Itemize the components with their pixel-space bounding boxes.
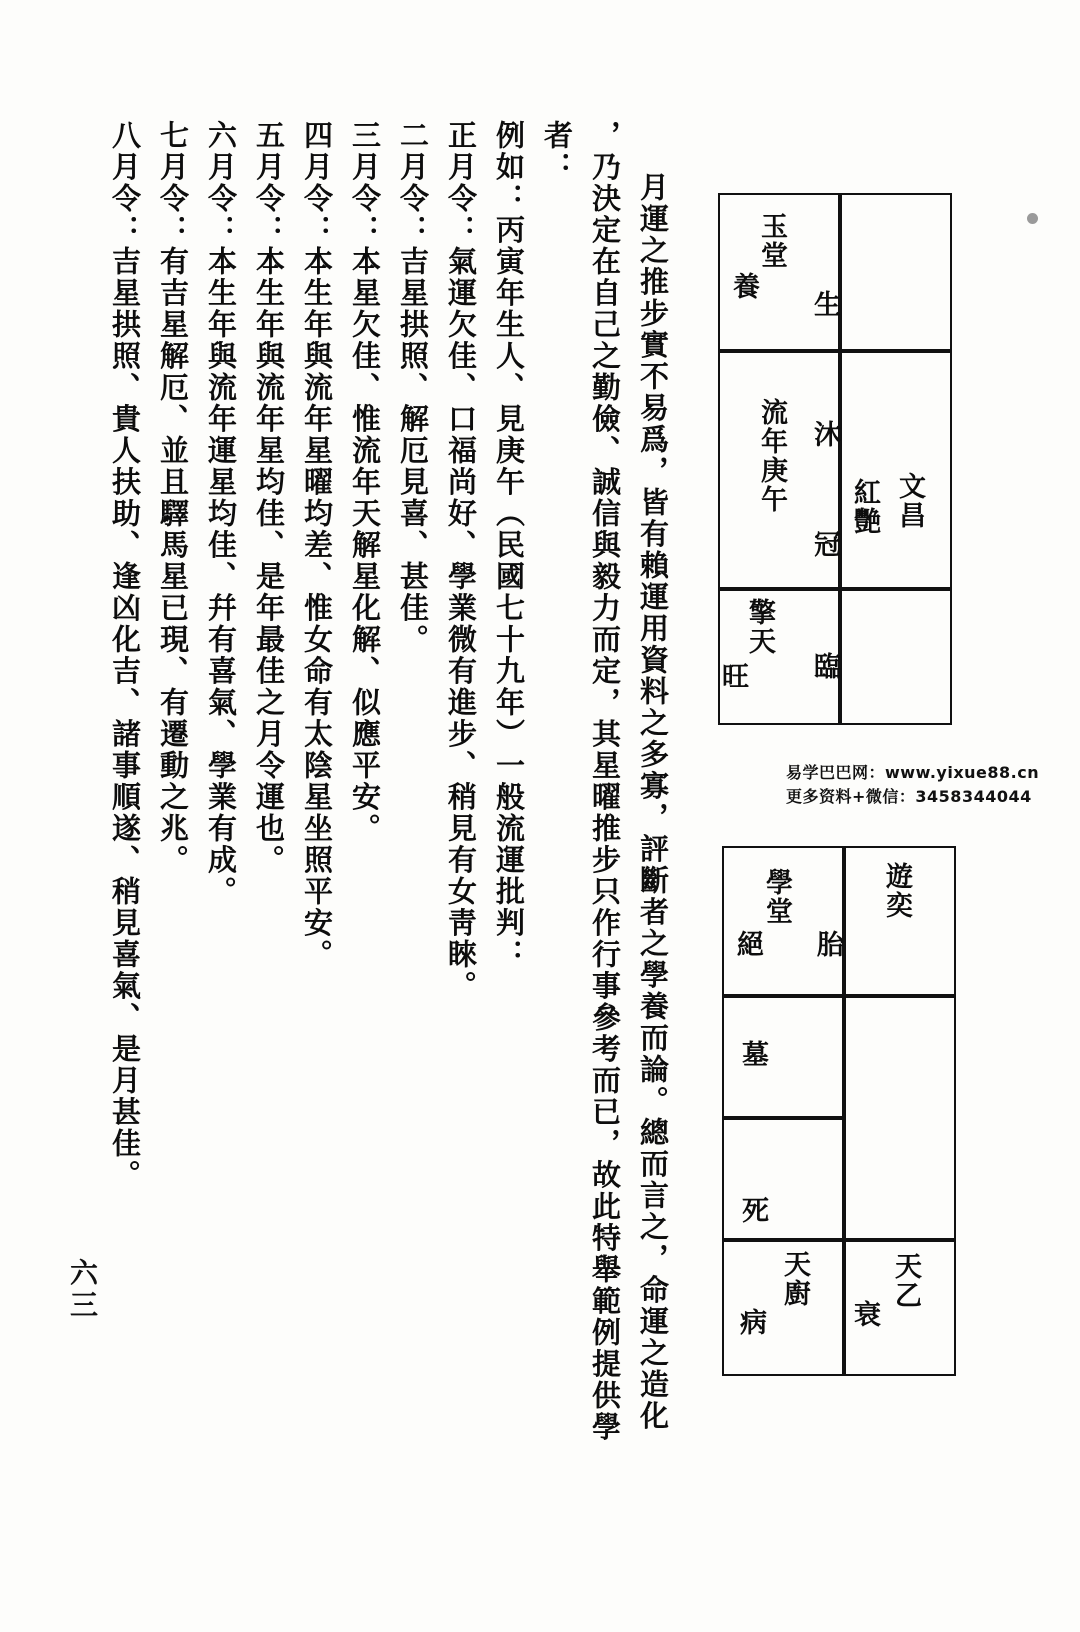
body-column-7: 三月令：本星欠佳、惟流年天解星化解、似應平安。 xyxy=(348,120,382,845)
watermark-line2: 更多资料+微信：3458344044 xyxy=(786,787,1032,806)
table-top-cell-sheng xyxy=(840,193,952,351)
body-column-2: ，乃決定在自己之勤儉、誠信與毅力而定，其星曜推步只作行事參考而已，故此特舉範例提供學 xyxy=(588,120,622,1443)
table-bottom-cell-right-mid xyxy=(844,996,956,1240)
table-top-label-wenchang: 文昌 xyxy=(894,472,925,530)
table-top-label-liunian-gengwu: 流年庚午 xyxy=(756,398,787,514)
body-column-8: 四月令：本生年與流年星曜均差、惟女命有太陰星坐照平安。 xyxy=(300,120,334,971)
table-bottom-label-youyi: 遊奕 xyxy=(881,862,912,920)
table-bottom-label-shuai: 衰 xyxy=(849,1300,880,1329)
table-top-cell-lin xyxy=(840,589,952,725)
body-column-3: 者： xyxy=(540,120,574,183)
table-top-label-yutang: 玉堂 xyxy=(756,212,787,270)
watermark-line1: 易学巴巴网：www.yixue88.cn xyxy=(786,763,1040,782)
body-column-5: 正月令：氣運欠佳、口福尚好、學業微有進步、稍見有女靑睞。 xyxy=(444,120,478,1002)
table-top-label-lin: 臨 xyxy=(809,652,840,681)
table-bottom-label-xuetang: 學堂 xyxy=(761,868,792,926)
table-top-label-mu: 沐 xyxy=(809,420,840,449)
table-bottom-label-bing: 病 xyxy=(735,1308,766,1337)
table-bottom-label-tianyi: 天乙 xyxy=(890,1252,921,1310)
body-column-6: 二月令：吉星拱照、解厄見喜、甚佳。 xyxy=(396,120,430,656)
page-number: 六三 xyxy=(66,1258,99,1322)
table-bottom-label-mu: 墓 xyxy=(737,1040,768,1069)
body-column-10: 六月令：本生年與流年運星均佳、幷有喜氣、學業有成。 xyxy=(204,120,238,908)
table-top-label-wang: 旺 xyxy=(717,662,748,691)
table-bottom-label-jue: 絕 xyxy=(732,930,763,959)
table-top-cell-mu xyxy=(840,351,952,589)
body-column-11: 七月令：有吉星解厄、並且驛馬星已現、有遷動之兆。 xyxy=(156,120,190,876)
table-top-label-guan: 冠 xyxy=(809,530,840,559)
table-top-label-sheng: 生 xyxy=(809,290,840,319)
table-top-label-hongyan: 紅艷 xyxy=(849,478,880,536)
table-top-label-qingtian: 擎天 xyxy=(744,598,775,656)
body-column-4: 例如：丙寅年生人、見庚午（民國七十九年）一般流運批判： xyxy=(492,120,526,971)
table-bottom-label-tianchu: 天廚 xyxy=(779,1250,810,1308)
table-bottom-label-tai: 胎 xyxy=(812,930,843,959)
table-bottom-label-si: 死 xyxy=(737,1196,768,1225)
body-column-9: 五月令：本生年與流年星均佳、是年最佳之月令運也。 xyxy=(252,120,286,876)
body-column-12: 八月令：吉星拱照、貴人扶助、逢凶化吉、諸事順遂、稍見喜氣、是月甚佳。 xyxy=(108,120,142,1191)
table-top-label-yang: 養 xyxy=(728,272,759,301)
body-column-1: 月運之推步實不易爲，皆有賴運用資料之多寡，評斷者之學養而論。總而言之，命運之造化 xyxy=(636,172,670,1432)
margin-dot xyxy=(1027,213,1038,224)
